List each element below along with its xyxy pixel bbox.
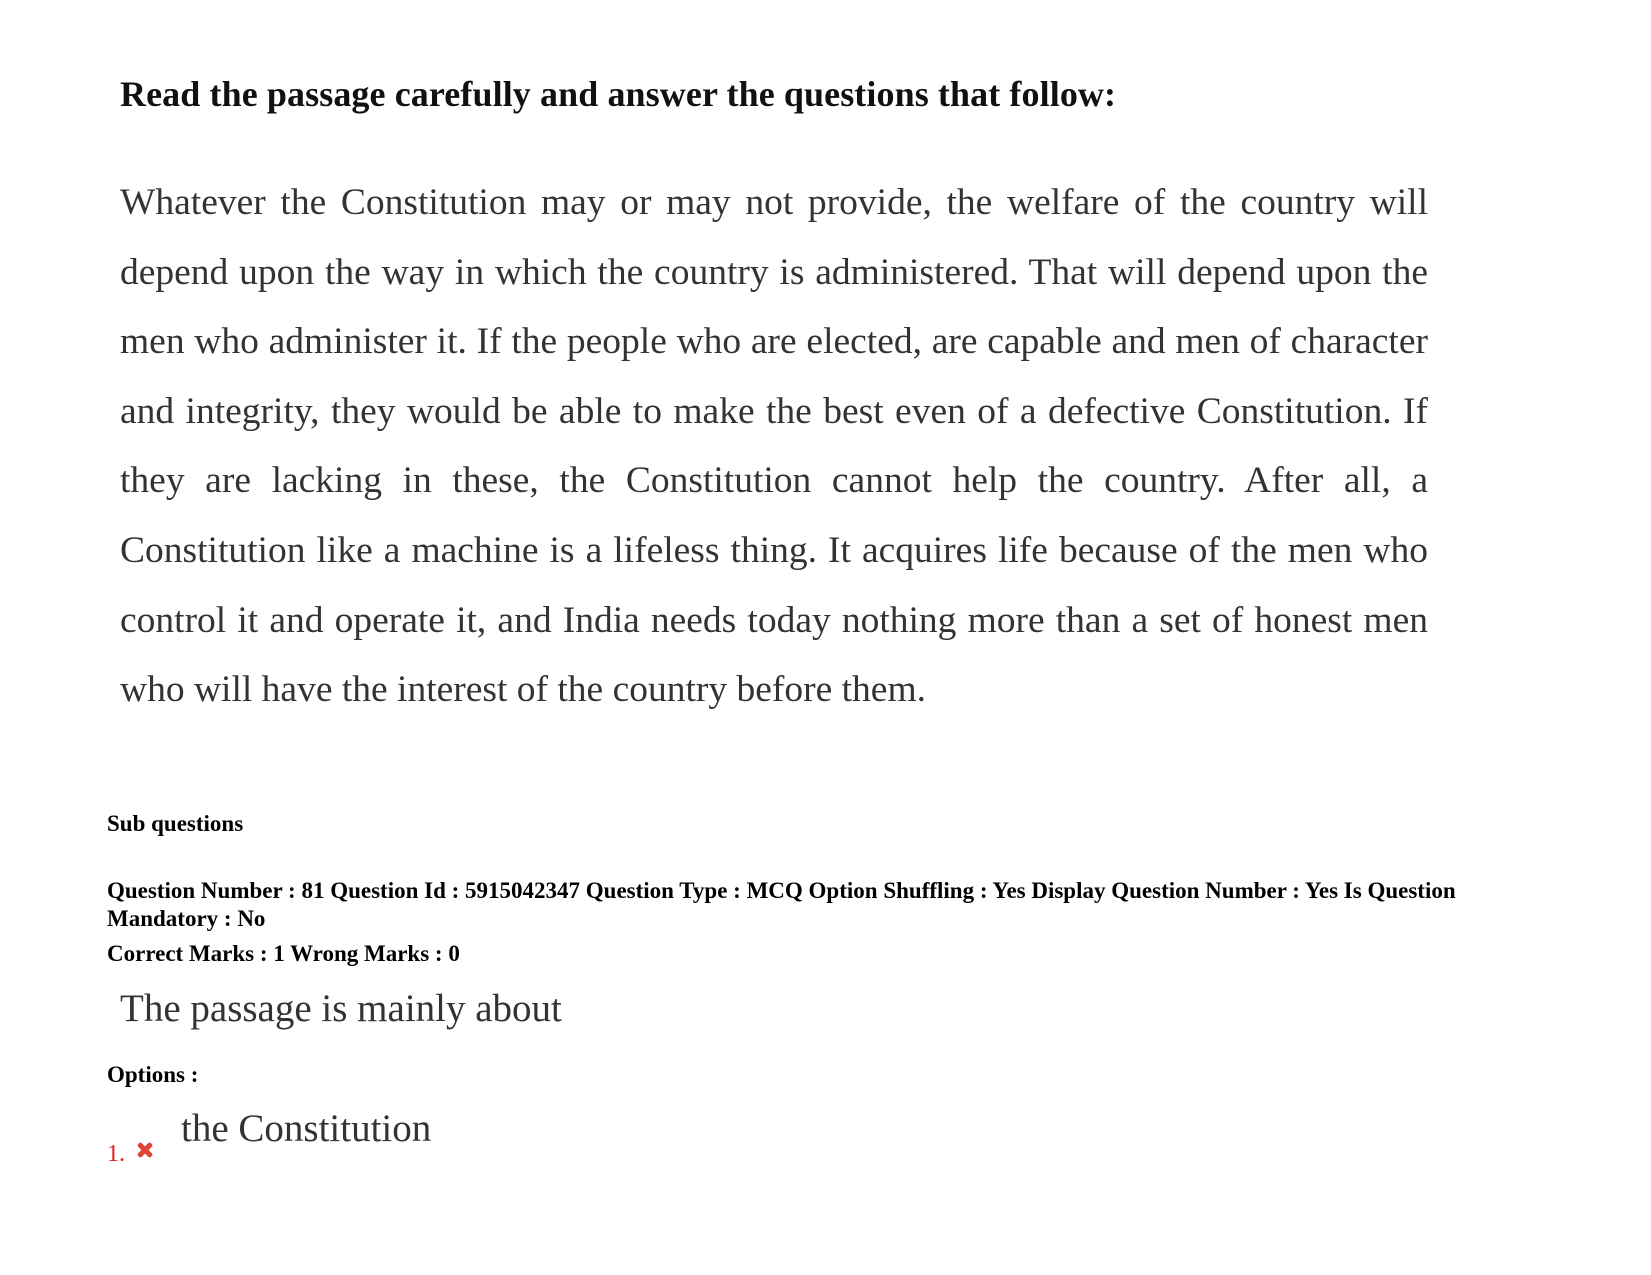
passage-heading-block [120,76,1430,112]
passage-text: Whatever the Constitution may or may not provide, the welfare of the country will depend upon the way in which the country is administered. That will depend upon the men who administer it. If the people who are elected, are capable and men of character and integrity, they would be able to make the best even of a defective Constitution. If they are lacking in these, the Constitution cannot help the country. After all, a Constitution like a machine is a lifeless thing. It acquires life because of the men who control it and operate it, and India needs today nothing more than a set of honest men who will have the interest of the country before them. [120,182,1428,711]
option-item [107,1106,907,1176]
wrong-icon [135,1140,155,1160]
options-label: Options : [107,1062,199,1087]
question-text: The passage is mainly about [120,987,562,1030]
question-meta: Question Number : 81 Question Id : 5915042347 Question Type : MCQ Option Shuffling : Yes Display Question Number : Yes Is Question Mandatory : No [107,878,1456,931]
option-text: the Constitution [181,1107,432,1150]
marks-line: Correct Marks : 1 Wrong Marks : 0 [107,941,460,966]
option-number: 1. [107,1141,125,1167]
passage-heading: Read the passage carefully and answer the questions that follow: [120,74,1117,114]
sub-questions-label: Sub questions [107,811,244,836]
